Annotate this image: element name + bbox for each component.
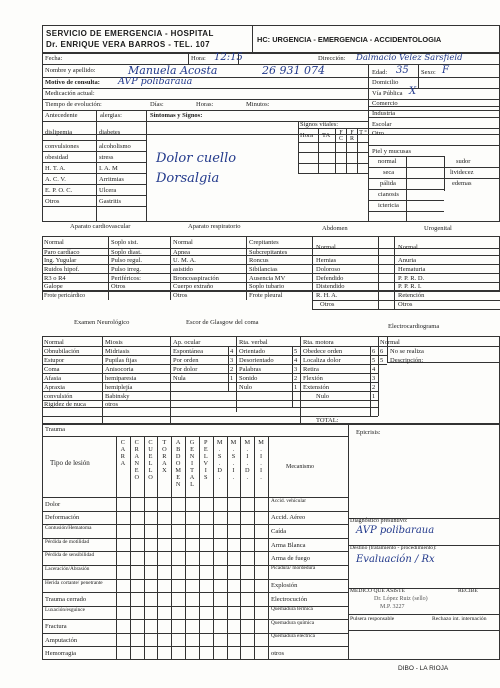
resp-item: Otros [173,292,188,299]
sintomas-line-2: Dorsalgia [156,171,220,186]
direccion-label: Dirección: [318,55,346,62]
ocular-item: Por orden [173,357,199,364]
neuro-item: Anisocoria [105,366,134,373]
trauma-mech-label: Quemadura térmica [271,606,313,613]
antecedente-title: Antecedente [45,112,78,119]
trauma-row-label: Fractura [45,623,67,631]
uro-item: Retención [398,292,425,299]
ocular-item: Por dolor [173,366,198,373]
glasgow-total: TOTAL: [316,417,339,424]
ecg-score: 5 [380,357,384,364]
direccion-value: Dalmacio Velez Sarsfield [356,53,463,63]
verbal-item: Desorientado [239,357,274,364]
trauma-col-line [213,436,214,660]
epicrisis-label: Epicrisis: [356,429,381,436]
piel-title: Piel y mucusas [372,148,411,155]
comercio-option: Comercio [372,100,398,107]
resp-item: Frote pleural [249,292,283,299]
hora-label: Hora: [191,55,206,62]
trauma-col-head: A B D O M E N [175,439,181,488]
urogenital-title: Urogenital [424,225,452,232]
doctor-stamp-mp: M.P. 3227 [380,604,405,610]
trauma-row-label: Luxación/esguince [45,606,86,613]
via-publica-mark: X [409,86,417,97]
recibe-label: RECIBE [458,588,478,594]
edad-value: 35 [396,65,409,76]
motor-item: Localiza dolor [303,357,341,364]
ocular-score: 4 [230,348,234,355]
abd-item: Doloroso [316,266,341,273]
trauma-row-label: Pérdida de motilidad [45,538,90,545]
tipo-lesion-head: Tipo de lesión [50,459,90,467]
trauma-col-line [130,436,131,660]
resp-item: Subcrepitantes [249,249,288,256]
trauma-col-line [199,436,200,660]
form-type-title: HC: URGENCIA - EMERGENCIA - ACCIDENTOLOGIA [257,35,442,44]
antecedente-item: H. T. A. [45,165,66,172]
motor-score: 4 [372,366,376,373]
edad-label: Edad: [372,69,388,76]
antecedente-item: I. A. M [99,165,118,172]
trauma-col-head: C R A N E O [134,439,139,481]
ecg-title: Electrocardiograma [388,323,440,330]
antecedente-item: Gastritis [99,198,122,205]
diagnostico-value: AVP polibaraua [356,525,435,536]
antecedente-item: dislipemia [45,129,73,136]
resp-item: Cuerpo extraño [173,283,214,290]
dni-value: 26 931 074 [262,64,325,77]
otro-option: Otro [372,130,384,137]
trauma-row-label: Herida cortante/ penetrante [45,579,103,586]
trauma-col-head: M . S . D . [216,439,223,481]
motor-score: 1 [372,393,376,400]
trauma-mech-label: Caída [271,527,287,535]
trauma-col-line [144,436,145,660]
alergias-label: alergias: [100,112,122,119]
diagnostico-label: Diagnóstico presuntivo: [350,518,408,524]
verbal-head: Rta. verbal [239,339,268,346]
antecedente-item: obesidad [45,154,69,161]
vital-ta-head: TA [322,132,331,139]
piel-item: normal [378,158,397,165]
resp-item: Roncus [249,257,269,264]
resp-item: Ausencia MV [249,275,286,282]
uro-item: Otros [398,301,413,308]
hospital-doctor-phone: Dr. ENRIQUE VERA BARROS - TEL. 107 [46,40,210,49]
signos-vitales-label: Signos vitales: [300,121,339,128]
trauma-row-line [42,646,348,647]
abdomen-title: Abdomen [322,225,348,232]
trauma-row-label: Dolor [45,500,61,508]
trauma-col-head: M . S . I . [230,439,237,481]
neuro-item: Pupilas fijas [105,357,137,364]
fecha-label: Fecha: [45,55,63,62]
verbal-score: 2 [294,375,298,382]
diagnosis-line [348,630,500,631]
antecedente-item: diabetes [99,129,121,136]
via-publica-option: Vía Pública [372,90,403,97]
resp-title: Aparato respiratorio [188,223,241,230]
antecedente-item: stress [99,154,114,161]
neuro-item: convulsión [44,393,73,400]
cardio-item: Paro cardíaco [44,249,80,256]
trauma-mech-label: Electrocución [271,595,308,603]
motor-score: 3 [372,375,376,382]
piel-item: ictericia [378,202,399,209]
antecedente-item: Ulcera [99,187,117,194]
motor-item: Extensión [303,384,329,391]
motor-score: 2 [372,384,376,391]
industria-option: Industria [372,110,396,117]
motor-item: Flexión [303,375,323,382]
ocular-head: Ap. ocular [173,339,201,346]
cardio-item: Ruidos hipof. [44,266,80,273]
trauma-col-line [254,436,255,660]
footer-text: DIBO - LA RIOJA [398,665,449,672]
cardio-item: Soplo sist. [111,239,139,246]
trauma-mech-label: Quemadura eléctrica [271,633,315,640]
trauma-col-line [185,436,186,660]
motivo-value: AVP polibaraua [118,76,193,87]
destino-label: Destino (tratamiento - procedimiento): [350,545,437,551]
resp-item: Apnea [173,249,190,256]
cardio-item: R3 o R4 [44,275,66,282]
verbal-score: 4 [294,357,298,364]
ecg-item: Descripción: [390,357,424,364]
verbal-score: 1 [294,384,298,391]
minutos-label: Minutos: [246,101,270,108]
antecedente-item: Otros [45,198,60,205]
trauma-row-label: Pérdida de sensibilidad [45,552,95,559]
abd-item: Normal [316,244,336,251]
trauma-mech-label: Quemadura química [271,619,315,626]
neuro-item: Rigidez de nuca [44,401,86,408]
neuro-title: Examen Neurológico [74,319,130,326]
antecedente-item: alcoholismo [99,143,131,150]
hora-value: 12:15 [214,52,243,63]
cardio-item: Ing. Yugular [44,257,77,264]
cardio-item: Galope [44,283,63,290]
trauma-col-head: C A R A [120,439,126,467]
rechazo-label: Rechazo int. internación [432,616,487,622]
piel-item: edemas [452,180,472,187]
sexo-label: Sexo: [421,69,436,76]
hospital-name: SERVICIO DE EMERGENCIA - HOSPITAL [46,29,214,38]
motivo-label: Motivo de consulta: [45,79,100,86]
trauma-row-label: Laceración/Abrasión [45,565,90,572]
nombre-value: Manuela Acosta [128,64,218,77]
neuro-item: Coma [44,366,60,373]
trauma-col-head: G E N I T A L [189,439,195,488]
resp-item: Sibilancias [249,266,278,273]
tiempo-label: Tiempo de evolución: [45,101,102,108]
trauma-mech-label: otros [271,650,284,658]
antecedente-item: convulsiones [45,143,79,150]
verbal-item: Orientado [239,348,265,355]
ocular-score: 2 [230,366,234,373]
piel-item: sudor [456,158,471,165]
motor-head: Rta. motora [303,339,334,346]
trauma-title: Trauma [45,426,65,433]
trauma-row-label: Amputación [45,636,78,644]
antecedente-item: Arritmias [99,176,124,183]
trauma-mech-label: Arma Blanca [271,541,306,549]
piel-item: seca [383,169,395,176]
vital-fc-head: F C [338,130,343,142]
verbal-score: 3 [294,366,298,373]
diagnosis-line [348,614,500,615]
trauma-row-label: Deformación [45,514,80,522]
trauma-col-head: T O R A X [162,439,167,474]
trauma-row-label: Hemorragia [45,650,77,658]
cardio-item: Periféricos: [111,275,141,282]
resp-item: asistido [173,266,193,273]
ocular-item: Espontánea [173,348,203,355]
resp-item: Normal [173,239,193,246]
cardio-item: Soplo diast. [111,249,142,256]
cardio-title: Aparato cardiovascular [70,223,131,230]
cardio-item: Pulso irreg. [111,266,141,273]
abd-item: Hernias [316,257,337,264]
motor-item: Nulo [316,393,329,400]
uro-item: P. P. R. I. [398,283,422,290]
verbal-score: 5 [294,348,298,355]
trauma-mech-label: Picadura/ mordedura [271,565,316,572]
abd-item: Otros [320,301,335,308]
antecedente-item: E. P. O. C. [45,187,73,194]
nombre-label: Nombre y apellido: [45,67,96,74]
destino-value: Evaluación / Rx [356,554,435,565]
vital-fr-head: F R [349,130,354,142]
neuro-item: hemiparesia [105,375,137,382]
resp-item: Crepitantes [249,239,279,246]
trauma-col-head: M . I . D . [244,439,251,481]
neuro-item: Estupor [44,357,65,364]
ocular-item: Nula [173,375,186,382]
trauma-mech-label: Explosión [271,582,298,590]
sintomas-label: Sintomas y Signos: [150,112,203,119]
cardio-item: Pulso regul. [111,257,143,264]
trauma-row-label: Contusión/Hematoma [45,525,92,532]
antecedente-item: A. C. V. [45,176,66,183]
neuro-item: Midriasis [105,348,130,355]
uro-item: Anuria [398,257,417,264]
neuro-item: Miosis [105,339,123,346]
sintomas-line-1: Dolor cuello [156,151,237,166]
domicilio-option: Domicilio [372,79,399,86]
mecanismo-head: Mecanismo [286,464,314,470]
neuro-item: hemiplejía [105,384,133,391]
sexo-value: F [442,65,449,76]
glasgow-title: Escor de Glasgow del coma [186,319,259,326]
trauma-col-head: M . I . I . [258,439,264,481]
uro-item: P. P. R. D. [398,275,425,282]
trauma-col-line [240,436,241,660]
ocular-score: 3 [230,357,234,364]
vital-hora-head: Hora [300,132,313,139]
neuro-item: Normal [44,339,64,346]
cardio-item: Otros [111,283,126,290]
trauma-row-line [42,592,348,593]
trauma-row-label: Trauma cerrado [45,595,87,603]
cardio-item: Normal [44,239,64,246]
motor-score: 5 [372,357,376,364]
abd-item: Defendido [316,275,344,282]
trauma-col-line [157,436,158,660]
dias-label: Días: [150,101,164,108]
resp-item: Soplo tubario [249,283,285,290]
trauma-mech-label: Accid. vehícular [271,497,307,504]
ecg-item: No se realiza [390,348,424,355]
trauma-row-line [42,511,348,512]
verbal-item: Nulo [239,384,252,391]
neuro-item: otros [105,401,118,408]
abd-item: Distendido [316,283,345,290]
uro-item: Normal [398,244,418,251]
escolar-option: Escolar [372,121,392,128]
trauma-col-line [227,436,228,660]
piel-item: pálida [380,180,396,187]
medico-label: MEDICO QUE ASISTE [350,588,406,594]
verbal-item: Palabras [239,366,262,373]
verbal-item: Sonido [239,375,258,382]
ecg-score: 6 [380,348,384,355]
pulsera-label: Pulsera responsable [350,616,395,622]
resp-item: U. M. A. [173,257,196,264]
trauma-mech-label: Accid. Aéreo [271,514,306,522]
uro-item: Hematuria [398,266,426,273]
cardio-item: Frote pericárdico [44,293,86,299]
motor-item: Obedece orden [303,348,343,355]
piel-item: cianosis [378,191,399,198]
neuro-item: Obnubilación [44,348,80,355]
trauma-col-line [171,436,172,660]
neuro-item: Apraxia [44,384,65,391]
neuro-item: Babinsky [105,393,130,400]
ecg-normal: Normal [380,339,400,346]
motor-score: 6 [372,348,376,355]
neuro-item: Afasia [44,375,61,382]
ocular-score: 1 [230,375,234,382]
doctor-stamp-name: Dr. López Ruiz (sello) [374,596,428,602]
trauma-mech-label: Arma de fuego [271,555,310,563]
trauma-col-head: P E L V I S [203,439,209,481]
motor-item: Retira [303,366,319,373]
medicacion-label: Medicación actual: [45,90,95,97]
abd-item: R. H. A. [316,292,338,299]
trauma-col-head: C U E L L O [148,439,153,481]
resp-item: Broncoaspiración [173,275,219,282]
piel-item: lividecez [450,169,474,176]
vital-t-head: T ° [359,130,367,136]
horas-label: Horas: [196,101,214,108]
